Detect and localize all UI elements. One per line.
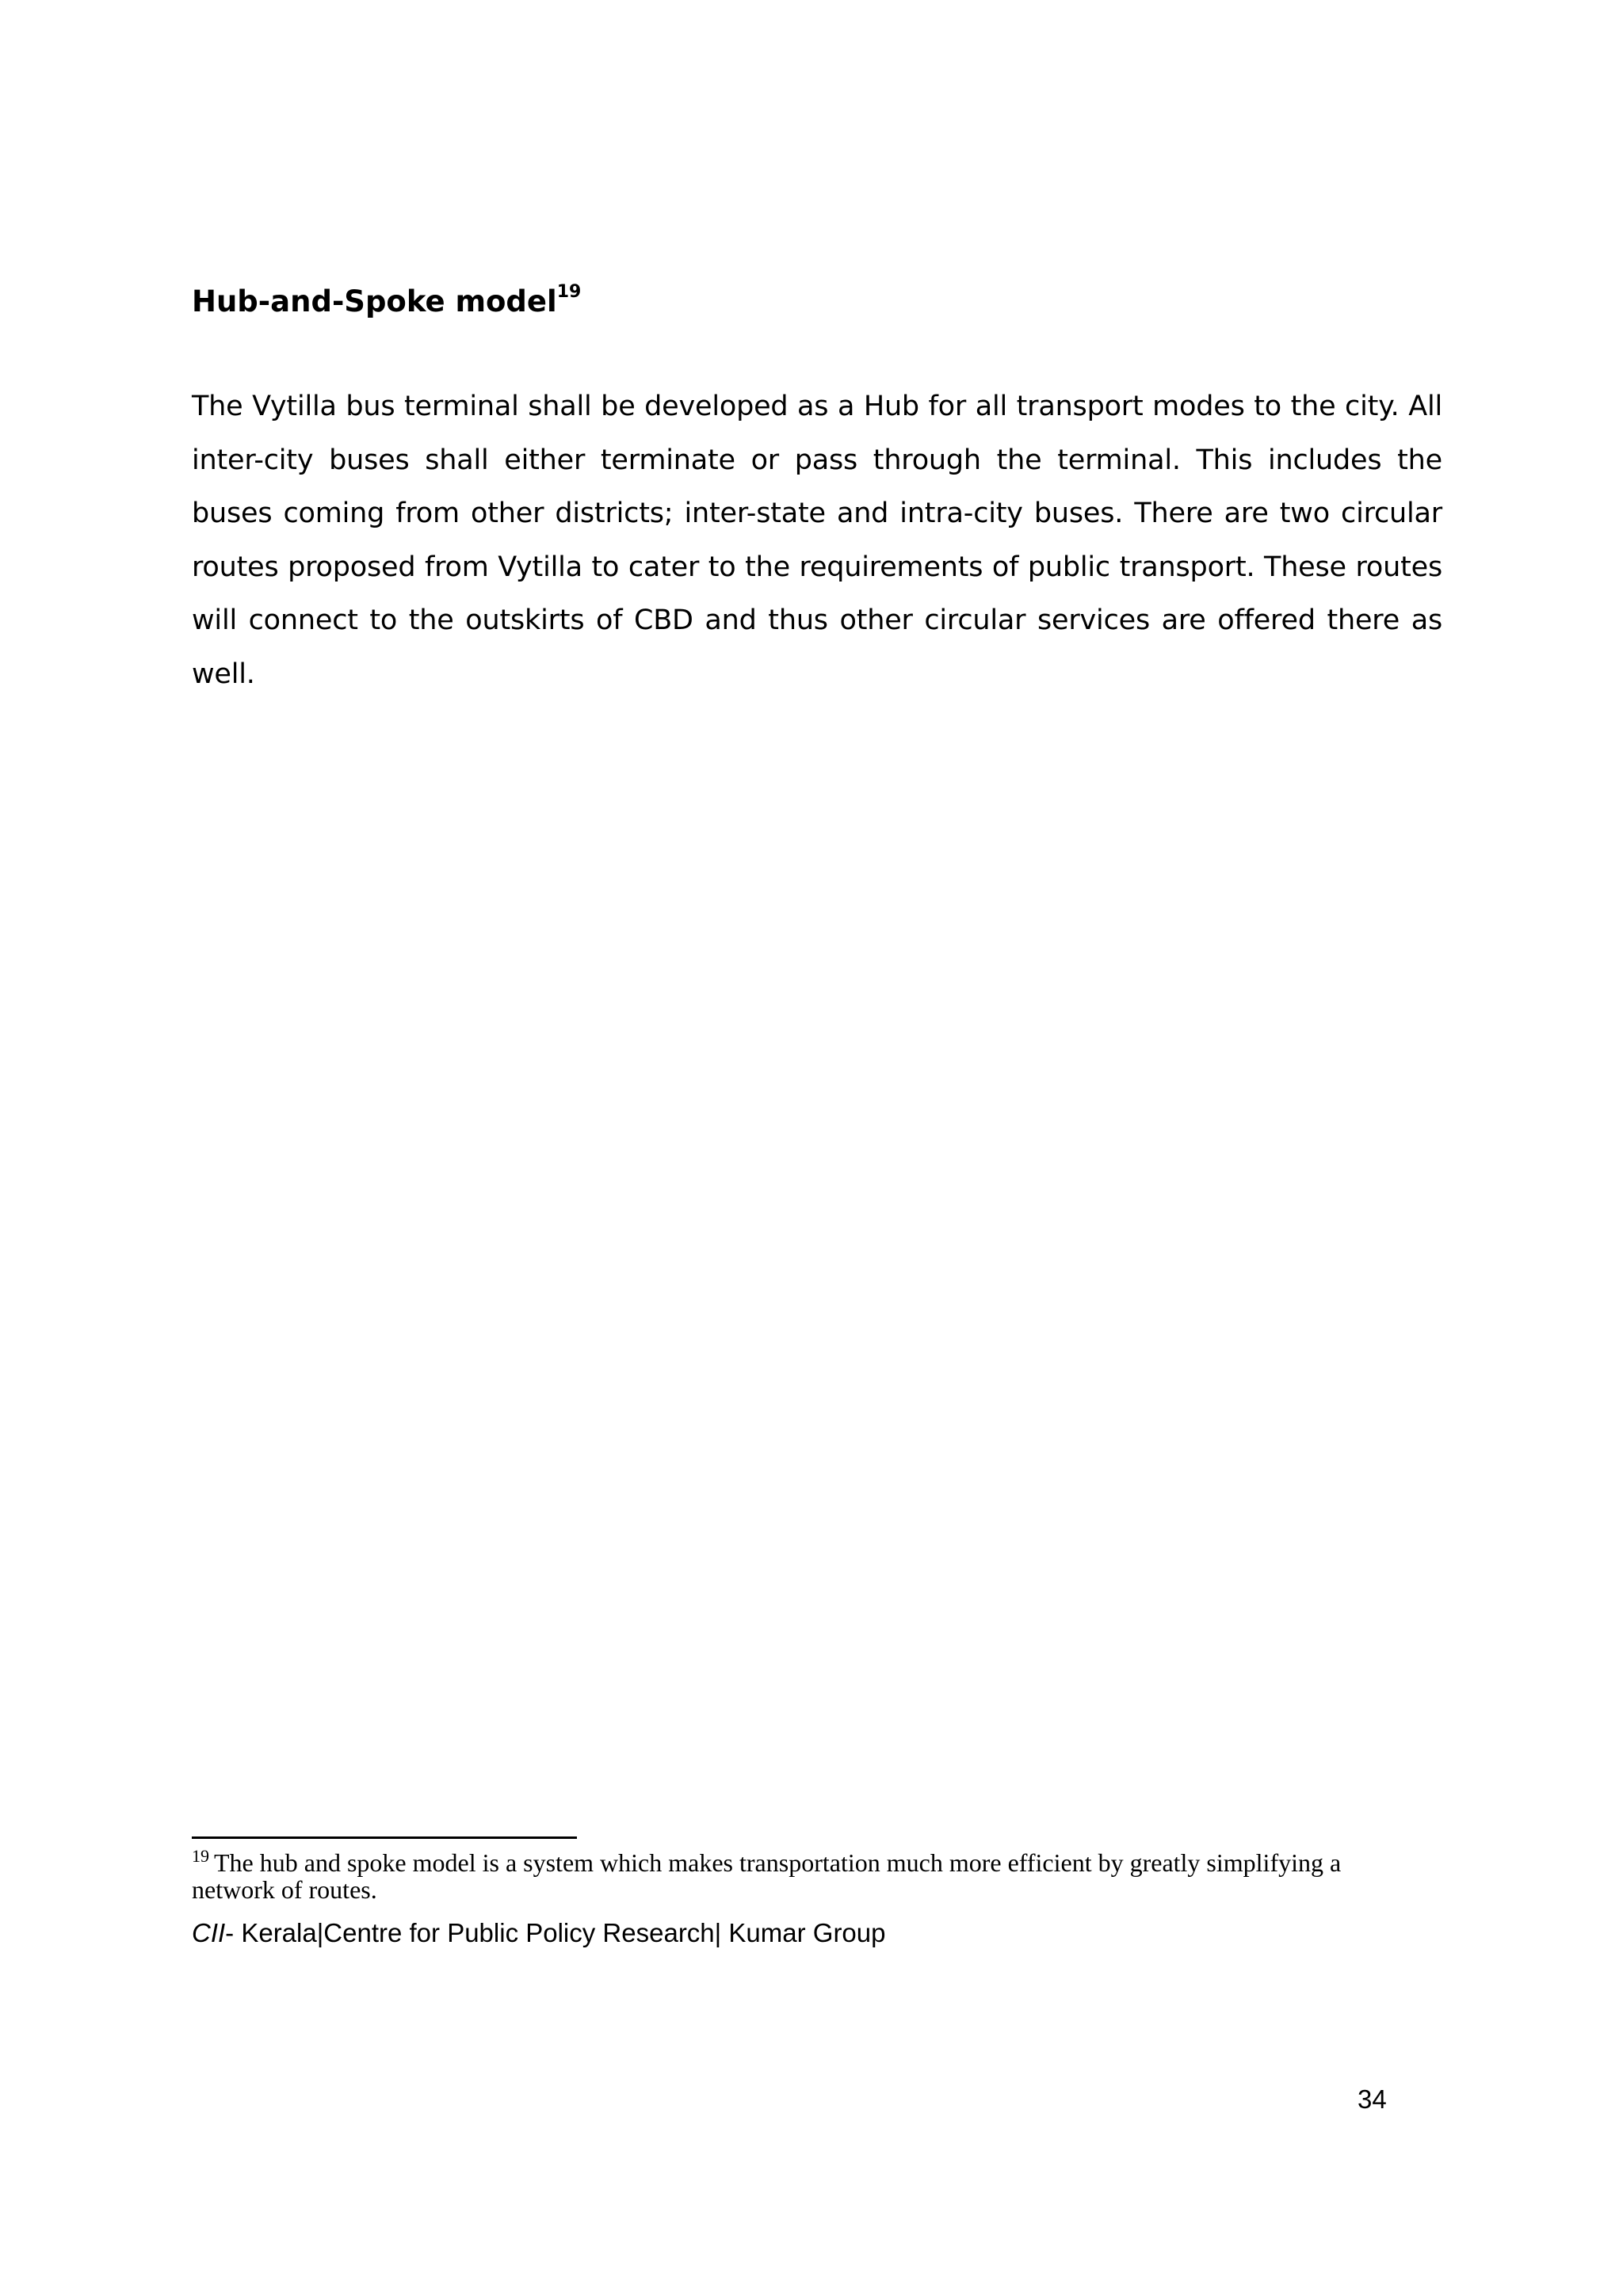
footnote-text: The hub and spoke model is a system which makes transportation much more efficient by greatly simplifying a network of routes.: [192, 1848, 1342, 1904]
section-heading: [192, 282, 582, 318]
footer-org-details: - Kerala|Centre for Public Policy Research| Kumar Group: [225, 1918, 886, 1947]
section-heading-text: Hub-and-Spoke model: [192, 284, 557, 318]
footnote-separator: [192, 1836, 577, 1839]
footnote-number: 19: [192, 1846, 209, 1866]
footer-org-abbrev: CII: [192, 1918, 226, 1947]
footnote: [192, 1846, 1428, 1904]
page-number: 34: [1358, 2084, 1387, 2114]
document-footer: [192, 1917, 886, 1949]
body-paragraph: The Vytilla bus terminal shall be developed as a Hub for all transport modes to the city. All inter-city buses shall either terminate or pass through the terminal. This includes the buses coming from other districts; inter-state and intra-city buses. There are two circular routes proposed from Vytilla to cater to the requirements of public transport. These routes will connect to the outskirts of CBD and thus other circular services are offered there as well.: [192, 391, 1442, 690]
footnote-reference[interactable]: 19: [556, 282, 582, 302]
